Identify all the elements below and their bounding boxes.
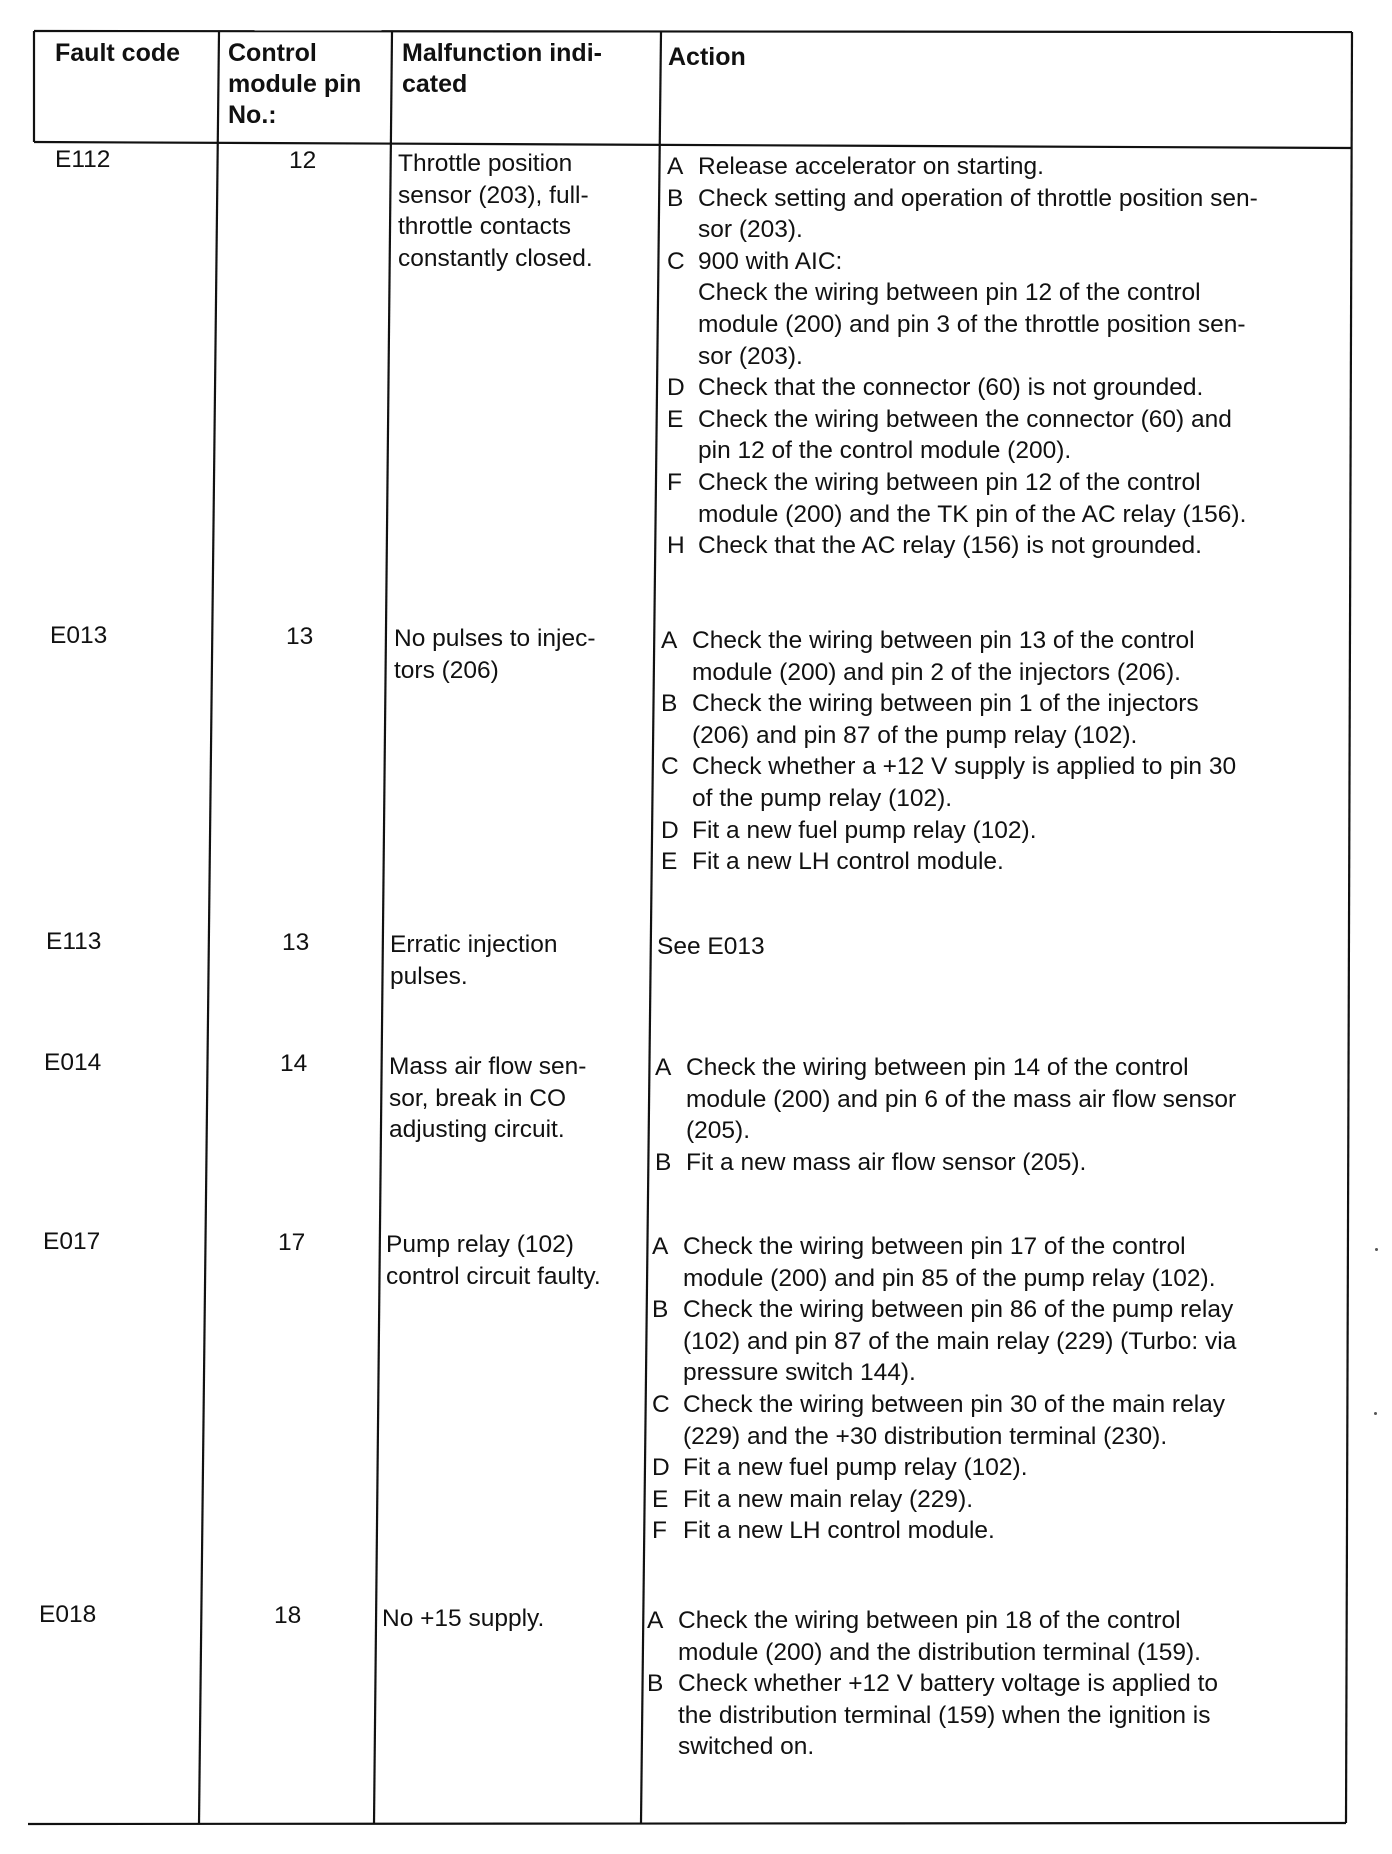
action-text: Check the wiring between pin 86 of the pump relay (102) and pin 87 of the main relay (229) (Turbo: via pressure switch 144).	[683, 1296, 1237, 1387]
action-letter: E	[667, 405, 684, 433]
table-border-bottom	[28, 1823, 1346, 1824]
header-control-module-pin: Control module pin No.:	[228, 39, 362, 129]
action-text: Fit a new fuel pump relay (102).	[683, 1454, 1028, 1482]
header-action: Action	[668, 43, 746, 71]
action-text: Check the wiring between pin 30 of the main relay (229) and the +30 distribution terminal (230).	[683, 1390, 1226, 1450]
action-letter: B	[661, 690, 678, 718]
pin-cell: 13	[286, 623, 314, 650]
action-letter: C	[652, 1390, 670, 1418]
action-letter: C	[661, 753, 679, 781]
action-item	[647, 1668, 1337, 1763]
action-letter: B	[647, 1670, 664, 1698]
action-letter: E	[652, 1485, 669, 1513]
action-item	[667, 151, 1357, 183]
malfunction-cell: Pump relay (102) control circuit faulty.	[386, 1231, 601, 1290]
action-letter: B	[667, 184, 684, 212]
column-divider-3	[641, 32, 661, 1823]
action-text: Check the wiring between pin 13 of the control module (200) and pin 2 of the injectors (206).	[692, 627, 1195, 686]
action-item	[652, 1515, 1342, 1547]
see-reference: See E013	[657, 933, 765, 960]
action-letter: D	[661, 816, 679, 844]
action-letter: E	[661, 848, 678, 876]
action-text: Check that the connector (60) is not grounded.	[698, 374, 1204, 402]
action-text: Check the wiring between pin 1 of the injectors (206) and pin 87 of the pump relay (102).	[692, 690, 1199, 749]
header-fault-code: Fault code	[55, 39, 181, 67]
action-letter: F	[667, 468, 682, 496]
action-text: Fit a new LH control module.	[683, 1517, 995, 1545]
action-item	[655, 1052, 1345, 1147]
action-text: 900 with AIC: Check the wiring between pin 12 of the control module (200) and pin 3 of the throttle position sen- sor (203).	[698, 247, 1246, 370]
action-item	[667, 372, 1357, 404]
action-item	[655, 1147, 1345, 1179]
action-item	[661, 688, 1351, 751]
action-item	[661, 751, 1351, 814]
action-list	[667, 151, 1357, 562]
fault-code-cell: E017	[43, 1228, 101, 1255]
action-text: Check the wiring between pin 14 of the control module (200) and pin 6 of the mass air flow sensor (205).	[686, 1054, 1237, 1145]
column-divider-2	[374, 32, 392, 1824]
scan-speck	[1374, 1412, 1377, 1415]
table-border-top	[34, 31, 1352, 32]
malfunction-cell: Throttle position sensor (203), full- throttle contacts constantly closed.	[398, 150, 593, 272]
fault-code-cell: E013	[50, 622, 108, 649]
action-letter: D	[652, 1454, 670, 1482]
action-item	[652, 1452, 1342, 1484]
action-item	[667, 246, 1357, 372]
action-text: Check the wiring between pin 12 of the control module (200) and the TK pin of the AC relay (156).	[698, 468, 1247, 528]
action-text: Fit a new LH control module.	[692, 848, 1004, 876]
action-text: Release accelerator on starting.	[698, 153, 1044, 180]
pin-cell: 13	[282, 929, 310, 956]
action-item	[667, 404, 1357, 467]
header-malfunction: Malfunction indi- cated	[402, 39, 602, 98]
action-letter: H	[667, 532, 685, 560]
action-letter: C	[667, 247, 685, 275]
pin-cell: 14	[280, 1050, 308, 1077]
action-text: Check whether +12 V battery voltage is applied to the distribution terminal (159) when the ignition is switched on.	[678, 1670, 1219, 1761]
action-item	[652, 1389, 1342, 1452]
action-item	[652, 1484, 1342, 1516]
column-divider-1	[199, 32, 219, 1824]
fault-code-cell: E112	[55, 146, 111, 173]
action-text: Fit a new fuel pump relay (102).	[692, 816, 1037, 844]
action-list	[655, 1052, 1345, 1178]
scan-speck	[1375, 1248, 1378, 1251]
action-text: Check that the AC relay (156) is not grounded.	[698, 532, 1202, 560]
action-item	[652, 1231, 1342, 1294]
action-item	[667, 530, 1357, 562]
action-item	[652, 1294, 1342, 1389]
action-item	[661, 815, 1351, 847]
action-text: Fit a new main relay (229).	[683, 1485, 974, 1513]
action-text: Check the wiring between pin 18 of the control module (200) and the distribution terminal (159).	[678, 1607, 1201, 1666]
action-text: Check the wiring between pin 17 of the control module (200) and pin 85 of the pump relay (102).	[683, 1233, 1216, 1292]
action-text: Check whether a +12 V supply is applied to pin 30 of the pump relay (102).	[692, 753, 1237, 812]
fault-code-cell: E018	[39, 1601, 97, 1628]
action-item	[661, 625, 1351, 688]
fault-code-cell: E014	[44, 1049, 102, 1076]
action-letter: A	[652, 1233, 669, 1260]
malfunction-cell: No +15 supply.	[382, 1605, 545, 1632]
action-letter: A	[667, 153, 684, 180]
malfunction-cell: No pulses to injec- tors (206)	[394, 625, 596, 684]
action-list	[661, 625, 1351, 878]
pin-cell: 18	[274, 1602, 302, 1629]
action-letter: A	[655, 1054, 672, 1081]
action-letter: D	[667, 374, 685, 402]
pin-cell: 12	[289, 147, 317, 174]
action-text: Fit a new mass air flow sensor (205).	[686, 1148, 1087, 1176]
action-list	[652, 1231, 1342, 1547]
fault-code-cell: E113	[46, 928, 102, 955]
action-letter: A	[647, 1607, 664, 1634]
malfunction-cell: Erratic injection pulses.	[390, 931, 558, 990]
header-underline	[34, 142, 1352, 148]
action-item	[661, 846, 1351, 878]
pin-cell: 17	[278, 1229, 306, 1256]
action-item	[667, 467, 1357, 530]
action-letter: F	[652, 1517, 667, 1545]
action-text: Check the wiring between the connector (60) and pin 12 of the control module (200).	[698, 405, 1232, 465]
malfunction-cell: Mass air flow sen- sor, break in CO adjusting circuit.	[389, 1053, 587, 1144]
action-letter: B	[655, 1148, 672, 1176]
action-item	[667, 183, 1357, 246]
action-list	[647, 1605, 1337, 1763]
action-letter: A	[661, 627, 678, 654]
action-item	[647, 1605, 1337, 1668]
action-text: Check setting and operation of throttle position sen- sor (203).	[698, 184, 1258, 244]
action-letter: B	[652, 1296, 669, 1324]
